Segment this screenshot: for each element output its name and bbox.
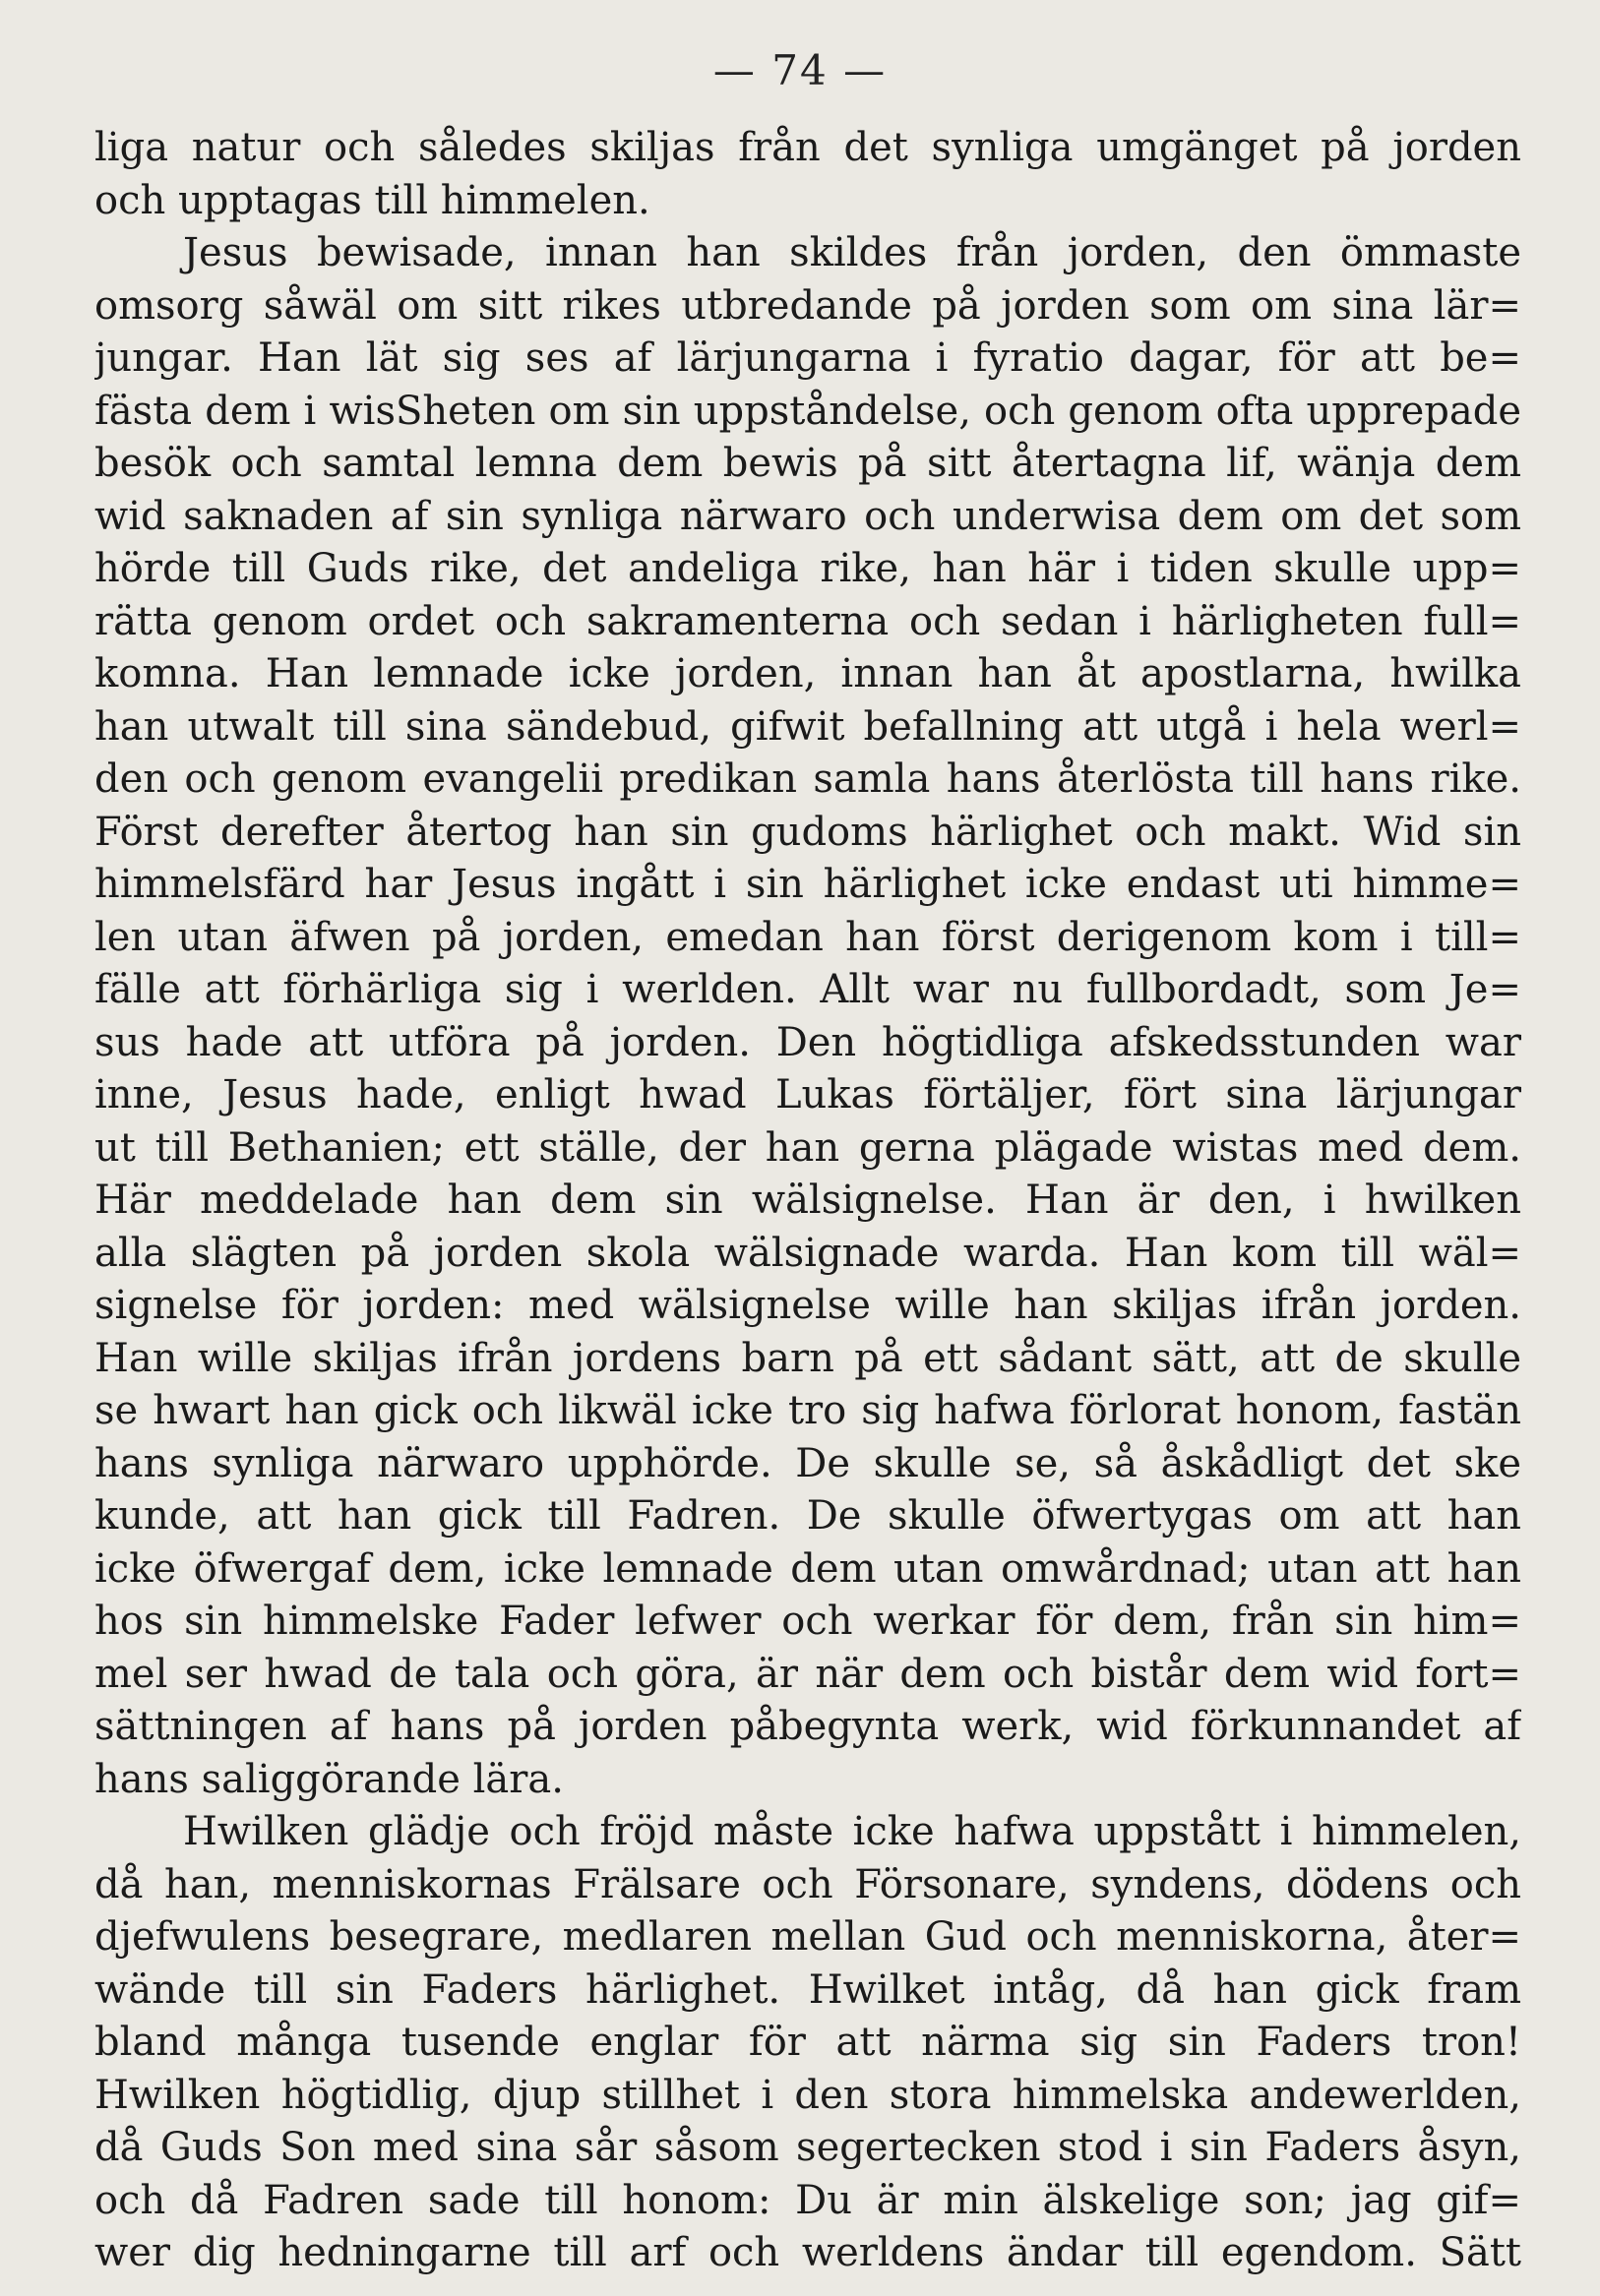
text-line: rätta genom ordet och sakramenterna och sedan i härligheten full= [94,598,1521,644]
text-line: sus hade att utföra på jorden. Den högtidliga afskedsstunden war [94,1019,1521,1065]
text-line: fästa dem i wisSheten om sin uppståndelse, och genom ofta upprepade [94,388,1521,434]
text-line: den och genom evangelii predikan samla hans återlösta till hans rike. [94,756,1521,802]
text-line: liga natur och således skiljas från det synliga umgänget på jorden [94,125,1521,170]
body-text [94,122,1521,2280]
text-line: fälle att förhärliga sig i werlden. Allt war nu fullbordadt, som Je= [94,967,1521,1012]
text-line: Först derefter återtog han sin gudoms härlighet och makt. Wid sin [94,809,1521,855]
text-line: han utwalt till sina sändebud, gifwit befallning att utgå i hela werl= [94,703,1521,750]
text-line: besök och samtal lemna dem bewis på sitt återtagna lif, wänja dem [94,441,1521,486]
text-line: signelse för jorden: med wälsignelse wille han skiljas ifrån jorden. [94,1283,1521,1328]
text-line: hos sin himmelske Fader lefwer och werkar för dem, från sin him= [94,1599,1521,1644]
text-line: hörde till Guds rike, det andeliga rike, han här i tiden skulle upp= [94,546,1521,591]
text-line: himmelsfärd har Jesus ingått i sin härlighet icke endast uti himme= [94,862,1521,907]
text-line: wid saknaden af sin synliga närwaro och underwisa dem om det som [94,493,1521,539]
text-line: wer dig hedningarne till arf och werldens ändar till egendom. Sätt [94,2230,1521,2275]
text-line: Han wille skiljas ifrån jordens barn på ett sådant sätt, att de skulle [94,1335,1521,1381]
text-line: bland många tusende englar för att närma sig sin Faders tron! [94,2020,1521,2065]
text-line: och upptagas till himmelen. [94,177,650,223]
text-line: då Guds Son med sina sår såsom segertecken stod i sin Faders åsyn, [94,2125,1521,2170]
text-line: och då Fadren sade till honom: Du är min älskelige son; jag gif= [94,2177,1521,2223]
text-line: hans saliggörande lära. [94,1756,564,1802]
text-line: ut till Bethanien; ett ställe, der han gerna plägade wistas med dem. [94,1124,1521,1171]
text-line: jungar. Han lät sig ses af lärjungarna i fyratio dagar, för att be= [94,335,1521,381]
text-line: len utan äfwen på jorden, emedan han först derigenom kom i till= [94,914,1521,960]
text-line: hans synliga närwaro upphörde. De skulle se, så åskådligt det ske [94,1440,1521,1486]
text-line: alla slägten på jorden skola wälsignade warda. Han kom till wäl= [94,1230,1521,1276]
text-line: Hwilken glädje och fröjd måste icke hafwa uppstått i himmelen, [183,1809,1521,1854]
text-line: inne, Jesus hade, enligt hwad Lukas förtäljer, fört sina lärjungar [94,1072,1521,1118]
page-number: — 74 — [712,46,888,94]
text-line: Jesus bewisade, innan han skildes från jorden, den ömmaste [183,230,1521,275]
text-line: mel ser hwad de tala och göra, är när dem och bistår dem wid fort= [94,1651,1521,1697]
text-line: djefwulens besegrare, medlaren mellan Gud och menniskorna, åter= [94,1914,1521,1960]
text-line: kunde, att han gick till Fadren. De skulle öfwertygas om att han [94,1493,1521,1539]
text-line: omsorg såwäl om sitt rikes utbredande på jorden som om sina lär= [94,282,1521,329]
text-line: icke öfwergaf dem, icke lemnade dem utan omwårdnad; utan att han [94,1545,1521,1592]
text-line: komna. Han lemnade icke jorden, innan han åt apostlarna, hwilka [94,651,1521,696]
text-line: se hwart han gick och likwäl icke tro sig hafwa förlorat honom, fastän [94,1388,1521,1433]
text-line: då han, menniskornas Frälsare och Försonare, syndens, dödens och [94,1861,1521,1907]
text-line: Hwilken högtidlig, djup stillhet i den stora himmelska andewerlden, [94,2072,1521,2118]
text-line: Här meddelade han dem sin wälsignelse. Han är den, i hwilken [94,1178,1521,1223]
text-line: wände till sin Faders härlighet. Hwilket intåg, då han gick fram [94,1966,1521,2013]
text-line: sättningen af hans på jorden påbegynta werk, wid förkunnandet af [94,1704,1521,1749]
